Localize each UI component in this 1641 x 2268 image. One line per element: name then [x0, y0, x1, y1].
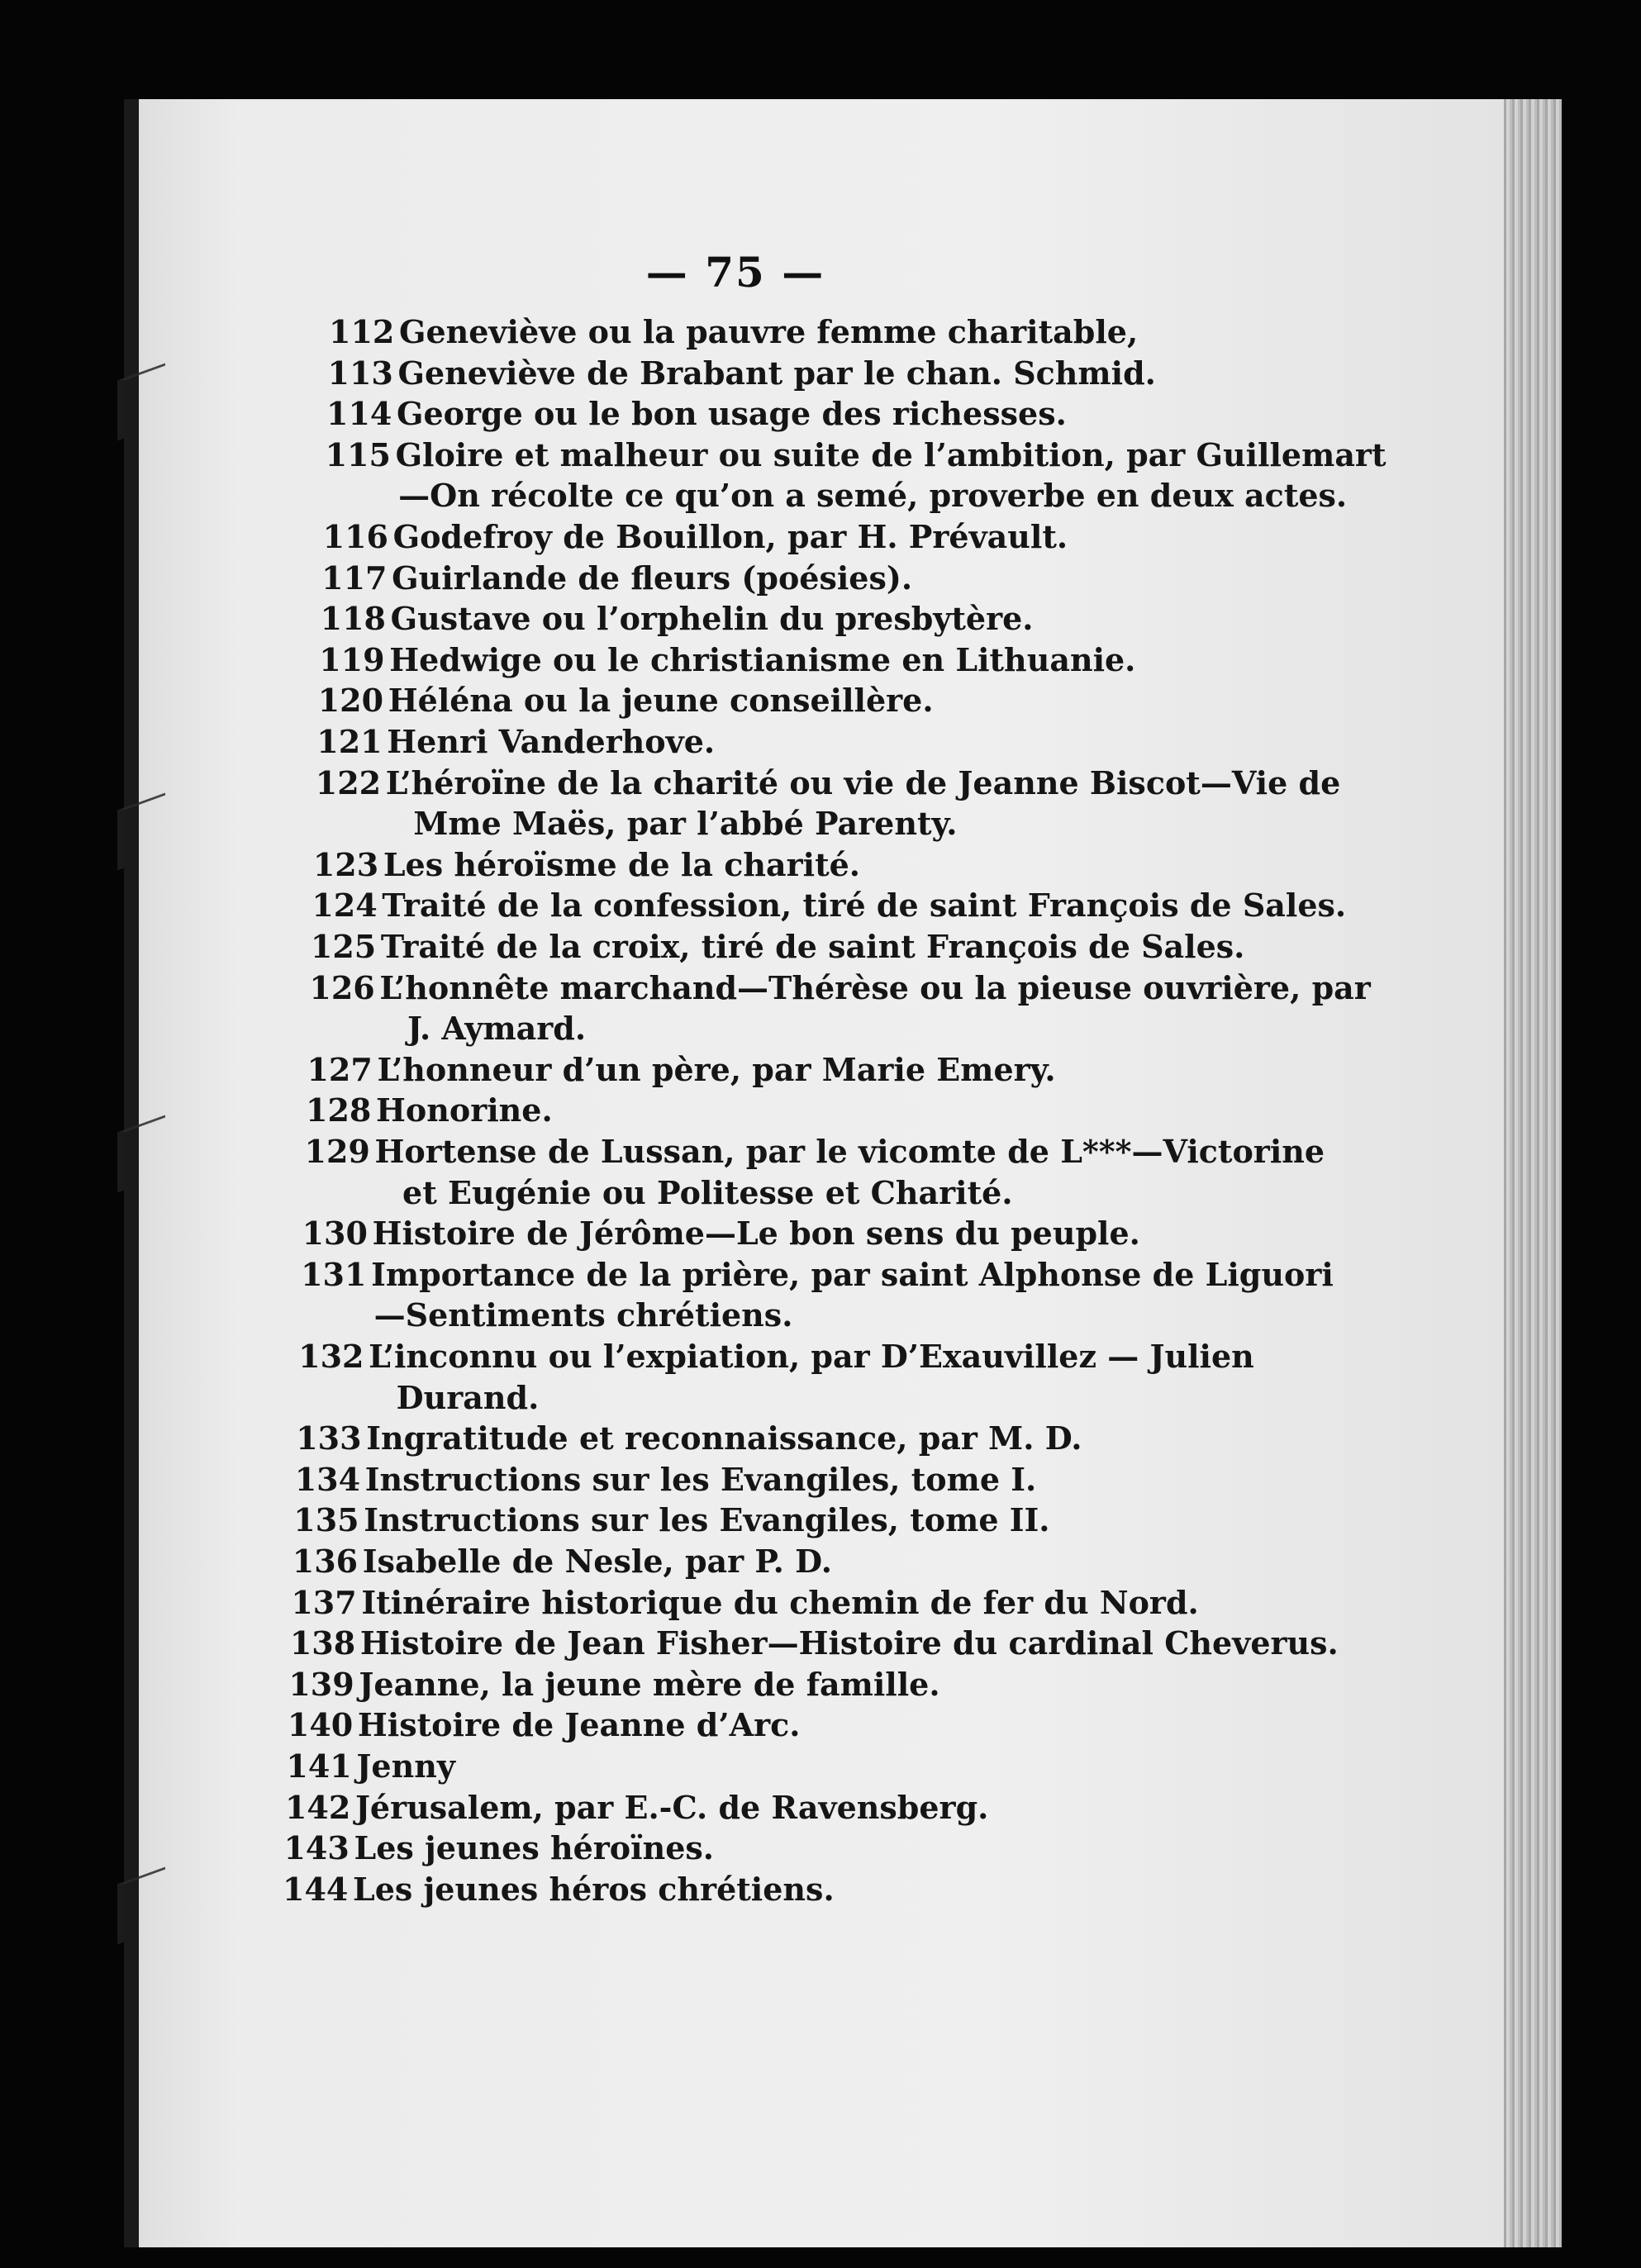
- entry-line: [293, 1500, 1049, 1540]
- entry-number: 118: [320, 600, 386, 638]
- entry-title: Henri Vanderhove.: [387, 723, 716, 760]
- entry-line: [283, 1828, 714, 1868]
- entry-title: L’honnête marchand—Thérèse ou la pieuse ouvrière, par: [379, 968, 1371, 1006]
- entry-number: 132: [298, 1338, 364, 1375]
- entry-number: 135: [293, 1501, 359, 1539]
- entry-title: Jeanne, la jeune mère de famille.: [359, 1665, 940, 1703]
- entry-number: 114: [326, 395, 392, 433]
- entry-line: [301, 1255, 1334, 1295]
- entry-title: Instructions sur les Evangiles, tome I.: [364, 1460, 1037, 1498]
- entry-title: —On récolte ce qu’on a semé, proverbe en deux actes.: [398, 477, 1348, 515]
- catalog-list: [124, 99, 1562, 2247]
- entry-title: Importance de la prière, par saint Alphonse de Liguori: [371, 1255, 1334, 1293]
- entry-line: [316, 763, 1340, 803]
- entry-line: [323, 517, 1068, 557]
- entry-line: [328, 354, 1156, 393]
- entry-line: [291, 1583, 1198, 1623]
- entry-title: Durand.: [396, 1378, 540, 1416]
- entry-number: 137: [291, 1583, 357, 1621]
- entry-line: [313, 845, 860, 885]
- entry-title: Geneviève de Brabant par le chan. Schmid.: [397, 354, 1156, 392]
- entry-number: 119: [319, 640, 385, 678]
- entry-title: Hortense de Lussan, par le vicomte de L***—Victorine: [374, 1133, 1325, 1170]
- entry-title: Instructions sur les Evangiles, tome II.: [364, 1501, 1050, 1539]
- entry-number: 113: [327, 354, 393, 392]
- entry-number: 131: [301, 1255, 367, 1293]
- entry-number: 136: [292, 1543, 359, 1580]
- entry-number: 144: [283, 1870, 349, 1908]
- entry-number: 134: [294, 1460, 361, 1498]
- entry-line: [286, 1747, 455, 1786]
- entry-line: [293, 1542, 832, 1581]
- entry-line: [288, 1705, 801, 1745]
- entry-title: Geneviève ou la pauvre femme charitable,: [399, 313, 1139, 350]
- entry-title: Jérusalem, par E.-C. de Ravensberg.: [354, 1788, 989, 1826]
- entry-line: [288, 1665, 939, 1705]
- entry-continuation-line: [402, 1173, 1013, 1213]
- entry-title: Les jeunes héros chrétiens.: [353, 1870, 835, 1908]
- entry-number: 130: [302, 1215, 368, 1253]
- entry-line: [296, 1419, 1082, 1458]
- entry-title: et Eugénie ou Politesse et Charité.: [402, 1173, 1013, 1211]
- entry-continuation-line: [407, 1009, 586, 1048]
- entry-title: Isabelle de Nesle, par P. D.: [362, 1543, 832, 1580]
- entry-line: [319, 640, 1135, 680]
- entry-title: —Sentiments chrétiens.: [373, 1296, 793, 1334]
- entry-title: Traité de la confession, tiré de saint François de Sales.: [382, 887, 1347, 925]
- entry-line: [316, 722, 715, 762]
- entry-continuation-line: [398, 476, 1347, 516]
- entry-line: [306, 1091, 553, 1130]
- entry-line: [295, 1460, 1037, 1500]
- entry-line: [329, 312, 1138, 352]
- entry-continuation-line: [374, 1296, 793, 1335]
- scanned-page: [124, 99, 1562, 2247]
- entry-number: 120: [317, 682, 384, 720]
- entry-continuation-line: [413, 804, 957, 844]
- entry-number: 142: [284, 1788, 351, 1826]
- entry-title: Histoire de Jean Fisher—Histoire du cardinal Cheverus.: [359, 1624, 1339, 1662]
- entry-line: [285, 1788, 988, 1828]
- entry-title: Jenny: [356, 1747, 455, 1785]
- entry-line: [312, 886, 1346, 925]
- entry-title: Godefroy de Bouillon, par H. Prévault.: [392, 518, 1068, 555]
- entry-title: Histoire de Jeanne d’Arc.: [357, 1706, 801, 1744]
- entry-number: 112: [329, 313, 395, 350]
- entry-line: [326, 394, 1067, 434]
- entry-number: 125: [310, 928, 377, 965]
- entry-title: J. Aymard.: [407, 1010, 587, 1048]
- entry-title: Honorine.: [376, 1091, 553, 1129]
- entry-title: L’héroïne de la charité ou vie de Jeanne Biscot—Vie de: [385, 763, 1341, 801]
- entry-number: 126: [309, 968, 375, 1006]
- entry-line: [302, 1214, 1140, 1253]
- page-number: — 75 —: [645, 248, 825, 297]
- entry-title: Itinéraire historique du chemin de fer du Nord.: [361, 1583, 1199, 1621]
- entry-number: 127: [307, 1050, 373, 1088]
- entry-number: 143: [283, 1829, 350, 1867]
- entry-title: Héléna ou la jeune conseillère.: [388, 682, 934, 720]
- entry-line: [309, 968, 1370, 1008]
- entry-line: [318, 681, 934, 720]
- entry-line: [305, 1132, 1325, 1172]
- entry-title: Hedwige ou le christianisme en Lithuanie.: [389, 640, 1136, 678]
- entry-title: Mme Maës, par l’abbé Parenty.: [413, 805, 958, 843]
- entry-line: [307, 1050, 1055, 1090]
- entry-number: 123: [312, 845, 379, 883]
- entry-line: [290, 1624, 1339, 1663]
- entry-title: Histoire de Jérôme—Le bon sens du peuple.: [372, 1215, 1140, 1253]
- entry-line: [326, 435, 1387, 475]
- entry-title: L’inconnu ou l’expiation, par D’Exauvillez — Julien: [369, 1338, 1254, 1375]
- entry-continuation-line: [397, 1378, 540, 1418]
- entry-number: 115: [325, 435, 391, 473]
- entry-number: 124: [312, 887, 378, 925]
- entry-number: 128: [306, 1091, 372, 1129]
- entry-title: Guirlande de fleurs (poésies).: [392, 559, 913, 597]
- entry-number: 133: [296, 1419, 362, 1457]
- entry-line: [321, 559, 912, 598]
- entry-title: Gloire et malheur ou suite de l’ambition, par Guillemart: [395, 435, 1387, 473]
- entry-number: 116: [322, 518, 388, 555]
- entry-number: 122: [315, 763, 382, 801]
- entry-number: 117: [321, 559, 388, 597]
- entry-line: [298, 1337, 1254, 1376]
- entry-number: 121: [316, 723, 383, 760]
- entry-line: [283, 1870, 835, 1909]
- entry-title: Gustave ou l’orphelin du presbytère.: [390, 600, 1034, 638]
- entry-title: L’honneur d’un père, par Marie Emery.: [377, 1050, 1056, 1088]
- entry-number: 141: [286, 1747, 352, 1785]
- entry-line: [321, 599, 1034, 639]
- entry-number: 139: [288, 1665, 354, 1703]
- entry-title: George ou le bon usage des richesses.: [397, 395, 1067, 433]
- entry-title: Traité de la croix, tiré de saint François de Sales.: [380, 928, 1245, 965]
- entry-title: Ingratitude et reconnaissance, par M. D.: [366, 1419, 1082, 1457]
- entry-title: Les jeunes héroïnes.: [354, 1829, 715, 1867]
- entry-number: 129: [304, 1133, 370, 1170]
- entry-number: 140: [287, 1706, 354, 1744]
- entry-line: [311, 927, 1245, 967]
- entry-number: 138: [289, 1624, 356, 1662]
- entry-title: Les héroïsme de la charité.: [383, 845, 861, 883]
